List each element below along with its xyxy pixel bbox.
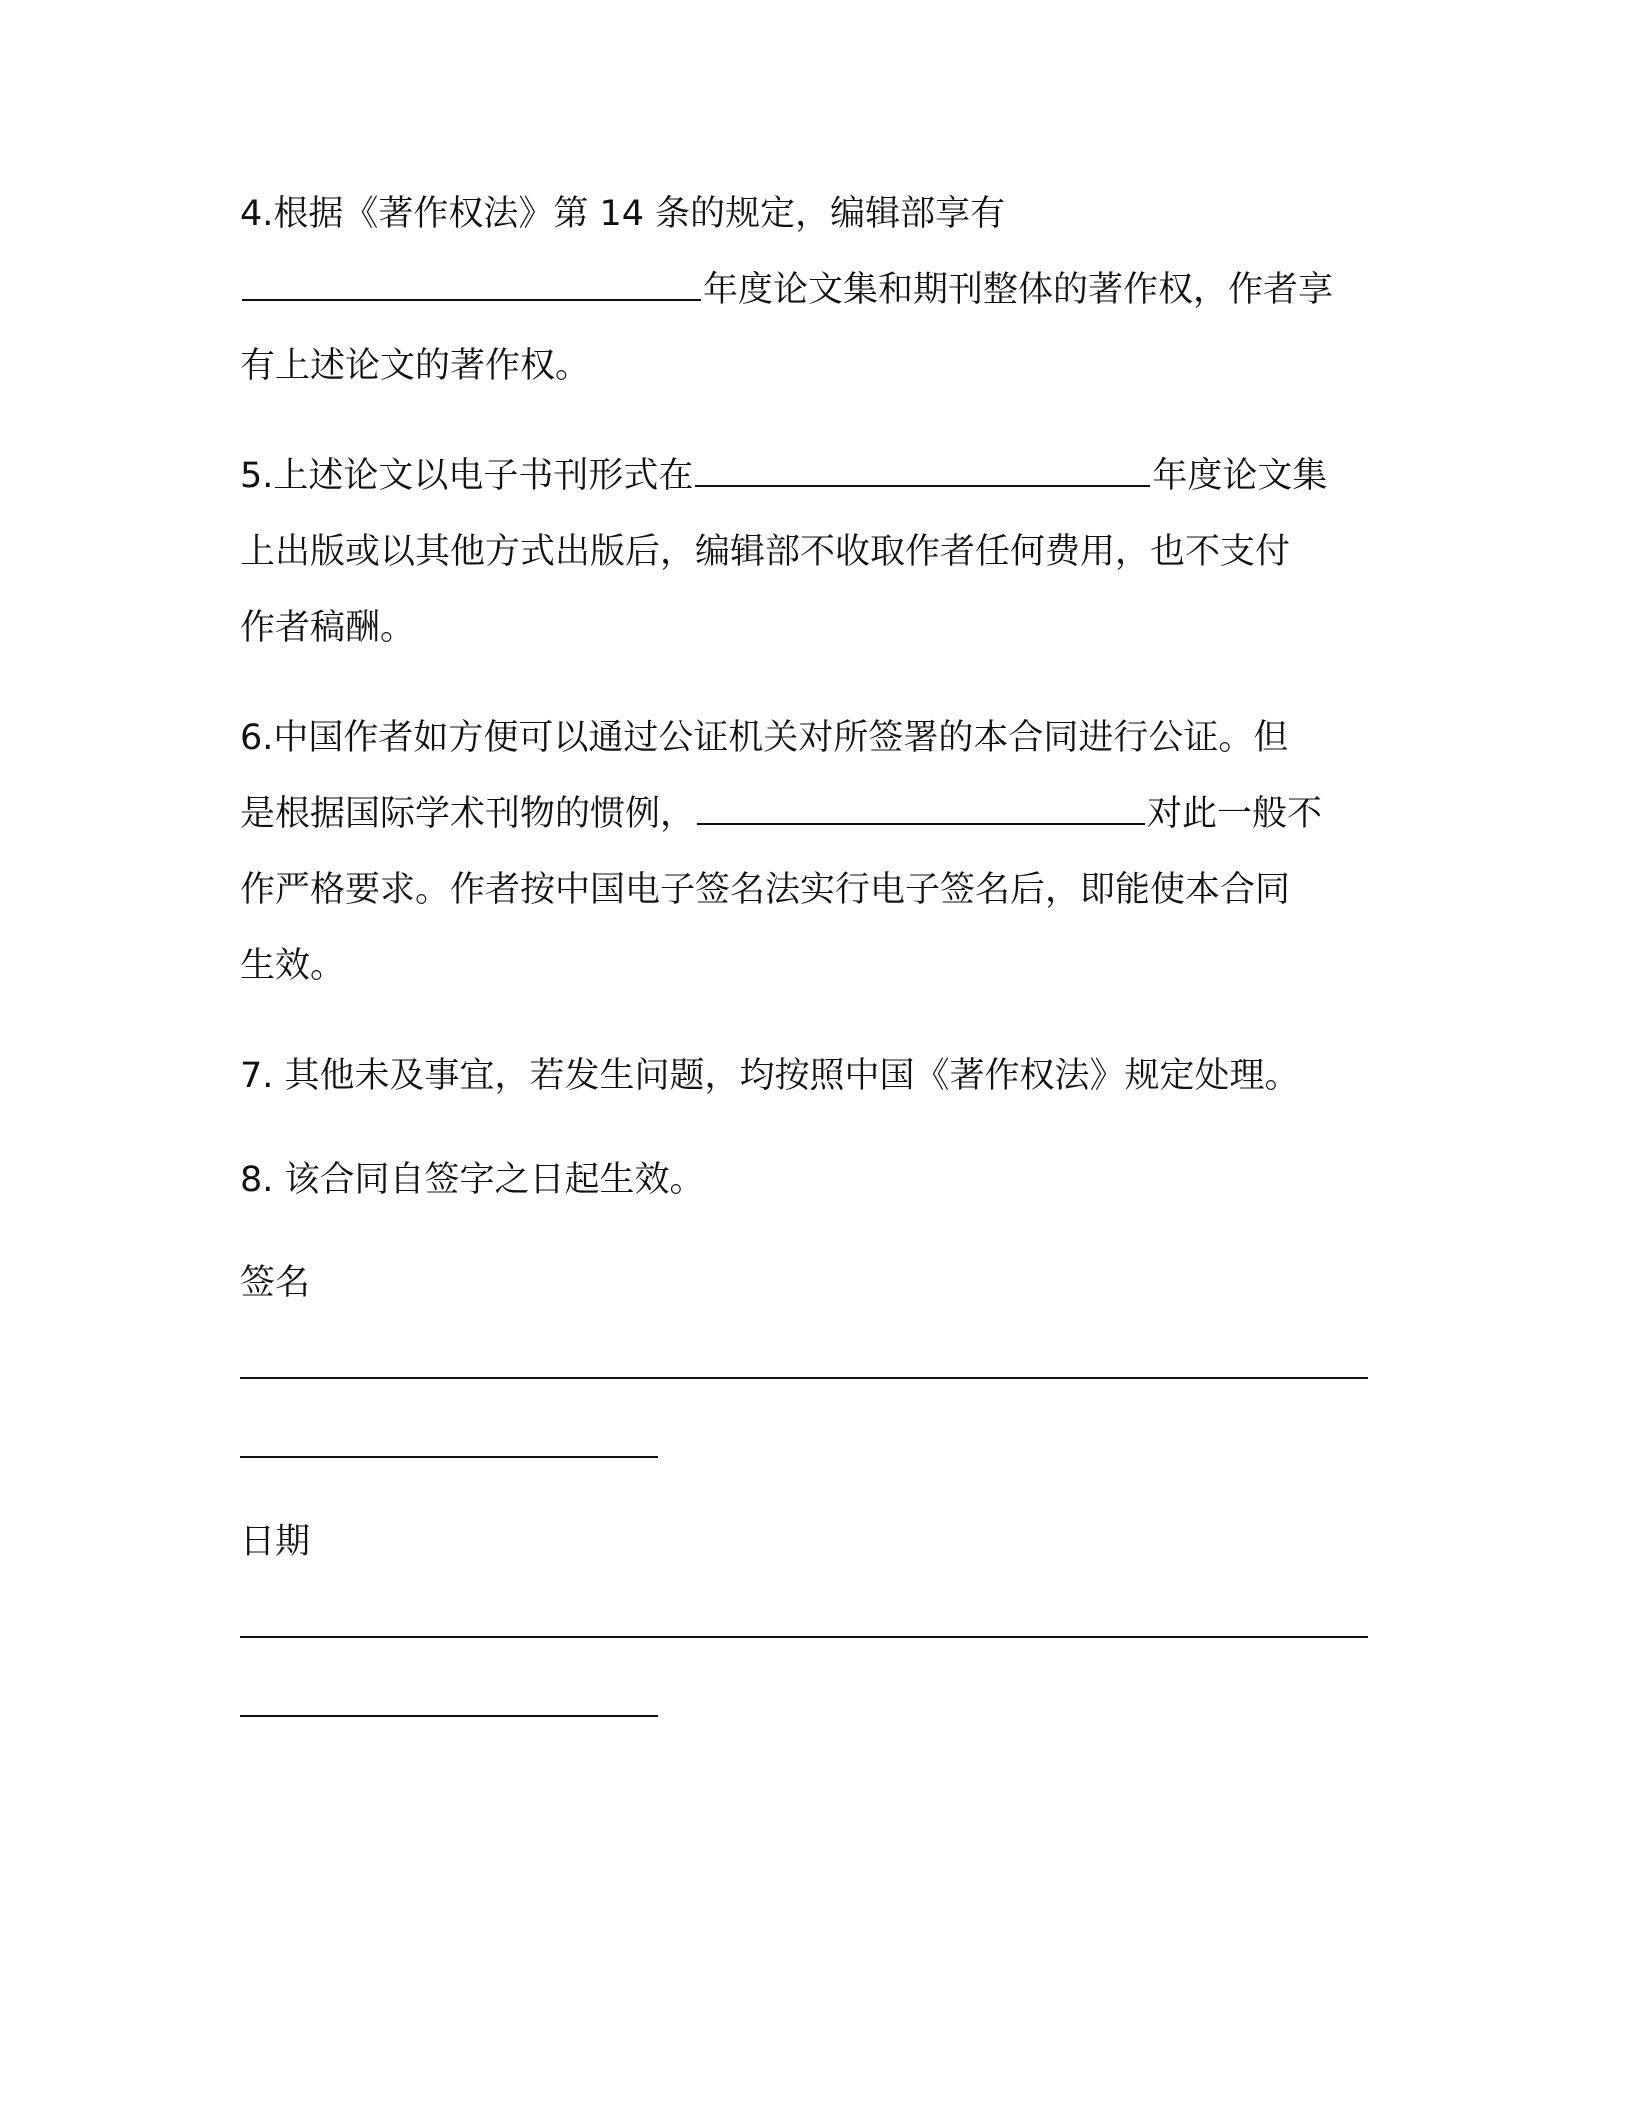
date-label: 日期 xyxy=(240,1522,311,1562)
clause-6-line-2-text-b: 对此一般不 xyxy=(1147,794,1323,834)
fill-blank-field[interactable] xyxy=(242,255,701,301)
clause-6-line-1: 6.中国作者如方便可以通过公证机关对所签署的本合同进行公证。但 xyxy=(240,718,1289,758)
clause-5 xyxy=(240,438,1370,666)
clause-4-line-2-text: 年度论文集和期刊整体的著作权，作者享 xyxy=(703,270,1334,310)
clause-6 xyxy=(240,700,1370,1004)
clause-4 xyxy=(240,176,1370,404)
date-line-continued[interactable] xyxy=(240,1715,658,1717)
clause-5-line-2: 上出版或以其他方式出版后，编辑部不收取作者任何费用，也不支付 xyxy=(240,532,1291,572)
signature-label-block xyxy=(240,1245,1370,1321)
clause-4-line-2 xyxy=(240,252,1370,328)
clause-7-line: 7. 其他未及事宜，若发生问题，均按照中国《著作权法》规定处理。 xyxy=(240,1056,1300,1096)
clause-8-line: 8. 该合同自签字之日起生效。 xyxy=(240,1160,705,1200)
fill-blank-field[interactable] xyxy=(697,779,1145,825)
signature-line-continued[interactable] xyxy=(240,1456,658,1458)
clause-4-line-1: 4.根据《著作权法》第 14 条的规定，编辑部享有 xyxy=(240,194,1006,234)
clause-4-line-3: 有上述论文的著作权。 xyxy=(240,346,591,386)
clause-5-line-1-text-b: 年度论文集 xyxy=(1152,456,1328,496)
clause-6-line-2 xyxy=(240,776,1370,852)
clause-6-line-3: 作严格要求。作者按中国电子签名法实行电子签名后，即能使本合同 xyxy=(240,870,1291,910)
clause-5-line-1 xyxy=(240,438,1370,514)
clause-7 xyxy=(240,1038,1370,1114)
date-label-block xyxy=(240,1504,1370,1580)
clause-6-line-2-text-a: 是根据国际学术刊物的惯例， xyxy=(240,794,696,834)
signature-line[interactable] xyxy=(240,1377,1368,1379)
signature-label: 签名 xyxy=(240,1263,311,1303)
clause-5-line-3: 作者稿酬。 xyxy=(240,608,416,648)
clause-8 xyxy=(240,1142,1370,1218)
clause-5-line-1-text-a: 5.上述论文以电子书刊形式在 xyxy=(240,456,694,496)
clause-6-line-4: 生效。 xyxy=(240,946,346,986)
date-line[interactable] xyxy=(240,1636,1368,1638)
fill-blank-field[interactable] xyxy=(695,441,1150,487)
